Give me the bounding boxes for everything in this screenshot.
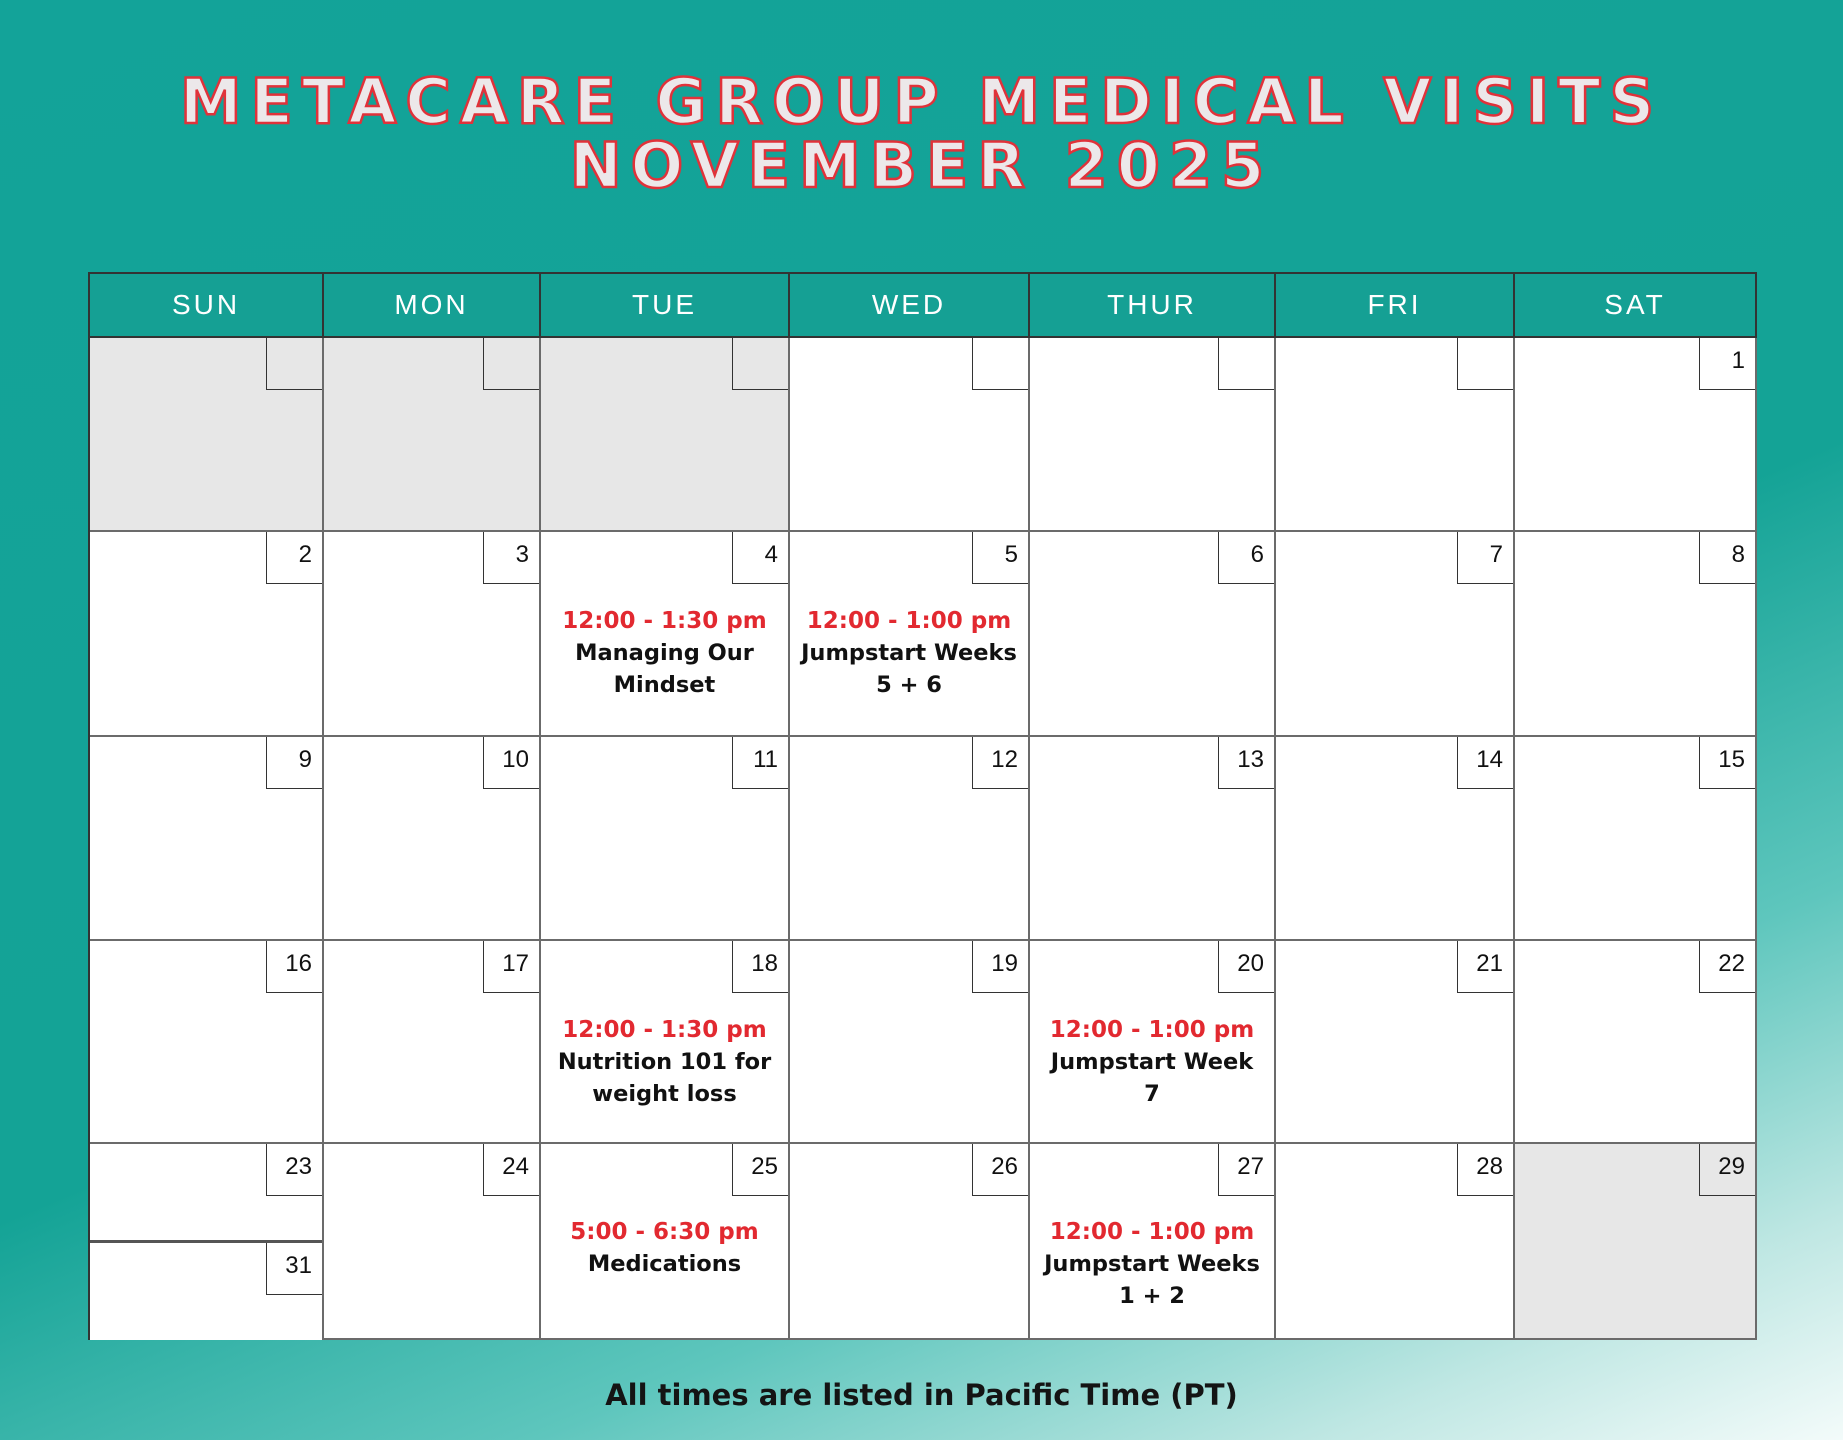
weekday-header-sun: SUN xyxy=(90,274,324,338)
day-cell-13[interactable] xyxy=(1030,737,1276,941)
day-cell-29[interactable] xyxy=(1515,1144,1757,1340)
day-cell-14[interactable] xyxy=(1276,737,1515,941)
day-cell-10[interactable] xyxy=(324,737,541,941)
day-number: 27 xyxy=(1218,1144,1274,1196)
day-number: 1 xyxy=(1699,338,1755,390)
day-cell-26[interactable] xyxy=(790,1144,1030,1340)
day-number: 6 xyxy=(1218,532,1274,584)
day-number: 7 xyxy=(1457,532,1513,584)
event-title-line: 7 xyxy=(1144,1081,1160,1107)
day-cell-28[interactable] xyxy=(1276,1144,1515,1340)
day-number: 23 xyxy=(266,1144,322,1196)
event-title-line: Jumpstart Weeks xyxy=(1044,1251,1260,1277)
day-cell-20[interactable] xyxy=(1030,941,1276,1144)
event-title-line: Mindset xyxy=(613,672,716,698)
event-title-line: 1 + 2 xyxy=(1119,1283,1185,1309)
day-number: 19 xyxy=(972,941,1028,993)
day-number xyxy=(1457,338,1513,390)
day-cell-empty[interactable] xyxy=(790,338,1030,532)
day-cell-1[interactable] xyxy=(1515,338,1757,532)
weekday-header-fri: FRI xyxy=(1276,274,1515,338)
day-number: 17 xyxy=(483,941,539,993)
day-number: 24 xyxy=(483,1144,539,1196)
event-4[interactable] xyxy=(541,605,788,701)
event-time: 12:00 - 1:30 pm xyxy=(562,1017,767,1043)
day-cell-12[interactable] xyxy=(790,737,1030,941)
day-number xyxy=(483,338,539,390)
day-cell-8[interactable] xyxy=(1515,532,1757,737)
event-time: 12:00 - 1:00 pm xyxy=(1049,1219,1255,1245)
day-number: 18 xyxy=(732,941,788,993)
weekday-header-sat: SAT xyxy=(1515,274,1757,338)
event-time: 12:00 - 1:00 pm xyxy=(1049,1017,1255,1043)
event-title-line: Jumpstart Week xyxy=(1050,1049,1254,1075)
day-number: 25 xyxy=(732,1144,788,1196)
weekday-header-wed: WED xyxy=(790,274,1030,338)
day-number: 3 xyxy=(483,532,539,584)
day-cell-empty[interactable] xyxy=(1030,338,1276,532)
day-number: 5 xyxy=(972,532,1028,584)
day-cell-3[interactable] xyxy=(324,532,541,737)
page-title: METACARE GROUP MEDICAL VISITS xyxy=(179,65,1664,138)
event-time: 12:00 - 1:00 pm xyxy=(806,608,1012,634)
page-subtitle-month: NOVEMBER 2025 xyxy=(569,129,1274,202)
weekday-header-mon: MON xyxy=(324,274,541,338)
day-cell-27[interactable] xyxy=(1030,1144,1276,1340)
day-cell-4[interactable] xyxy=(541,532,790,737)
event-20[interactable] xyxy=(1030,1014,1274,1110)
event-18[interactable] xyxy=(541,1014,788,1110)
day-number xyxy=(266,338,322,390)
day-cell-9[interactable] xyxy=(90,737,324,941)
day-cell-16[interactable] xyxy=(90,941,324,1144)
weekday-header-tue: TUE xyxy=(541,274,790,338)
timezone-note: All times are listed in Pacific Time (PT) xyxy=(605,1378,1238,1412)
event-time: 12:00 - 1:30 pm xyxy=(562,608,767,634)
day-number xyxy=(732,338,788,390)
day-number: 31 xyxy=(266,1243,322,1295)
day-number: 29 xyxy=(1699,1144,1755,1196)
calendar-grid xyxy=(88,272,1757,1340)
day-number: 22 xyxy=(1699,941,1755,993)
day-cell-5[interactable] xyxy=(790,532,1030,737)
event-title-line: Medications xyxy=(587,1251,742,1277)
event-time: 5:00 - 6:30 pm xyxy=(570,1219,759,1245)
event-title-line: weight loss xyxy=(592,1081,737,1107)
day-number: 8 xyxy=(1699,532,1755,584)
day-cell-31[interactable] xyxy=(90,1243,324,1340)
day-cell-6[interactable] xyxy=(1030,532,1276,737)
event-5[interactable] xyxy=(790,605,1028,701)
day-cell-17[interactable] xyxy=(324,941,541,1144)
day-cell-22[interactable] xyxy=(1515,941,1757,1144)
day-cell-7[interactable] xyxy=(1276,532,1515,737)
day-cell-2[interactable] xyxy=(90,532,324,737)
day-cell-empty[interactable] xyxy=(541,338,790,532)
day-number: 11 xyxy=(732,737,788,789)
day-number: 13 xyxy=(1218,737,1274,789)
day-number: 14 xyxy=(1457,737,1513,789)
day-number: 2 xyxy=(266,532,322,584)
day-cell-19[interactable] xyxy=(790,941,1030,1144)
event-25[interactable] xyxy=(541,1216,788,1280)
day-number: 21 xyxy=(1457,941,1513,993)
day-number: 16 xyxy=(266,941,322,993)
event-title-line: Nutrition 101 for xyxy=(557,1049,772,1075)
event-27[interactable] xyxy=(1030,1216,1274,1312)
day-cell-empty[interactable] xyxy=(1276,338,1515,532)
day-cell-21[interactable] xyxy=(1276,941,1515,1144)
event-title-line: 5 + 6 xyxy=(876,672,942,698)
day-cell-empty[interactable] xyxy=(324,338,541,532)
day-cell-25[interactable] xyxy=(541,1144,790,1340)
day-cell-15[interactable] xyxy=(1515,737,1757,941)
day-cell-empty[interactable] xyxy=(90,338,324,532)
day-number: 10 xyxy=(483,737,539,789)
day-number xyxy=(972,338,1028,390)
day-number: 20 xyxy=(1218,941,1274,993)
day-number xyxy=(1218,338,1274,390)
event-title-line: Managing Our xyxy=(575,640,754,666)
day-number: 28 xyxy=(1457,1144,1513,1196)
weekday-header-thur: THUR xyxy=(1030,274,1276,338)
day-number: 26 xyxy=(972,1144,1028,1196)
day-number: 4 xyxy=(732,532,788,584)
day-cell-11[interactable] xyxy=(541,737,790,941)
day-number: 15 xyxy=(1699,737,1755,789)
day-cell-18[interactable] xyxy=(541,941,790,1144)
event-title-line: Jumpstart Weeks xyxy=(801,640,1017,666)
day-cell-24[interactable] xyxy=(324,1144,541,1340)
day-number: 9 xyxy=(266,737,322,789)
day-number: 12 xyxy=(972,737,1028,789)
